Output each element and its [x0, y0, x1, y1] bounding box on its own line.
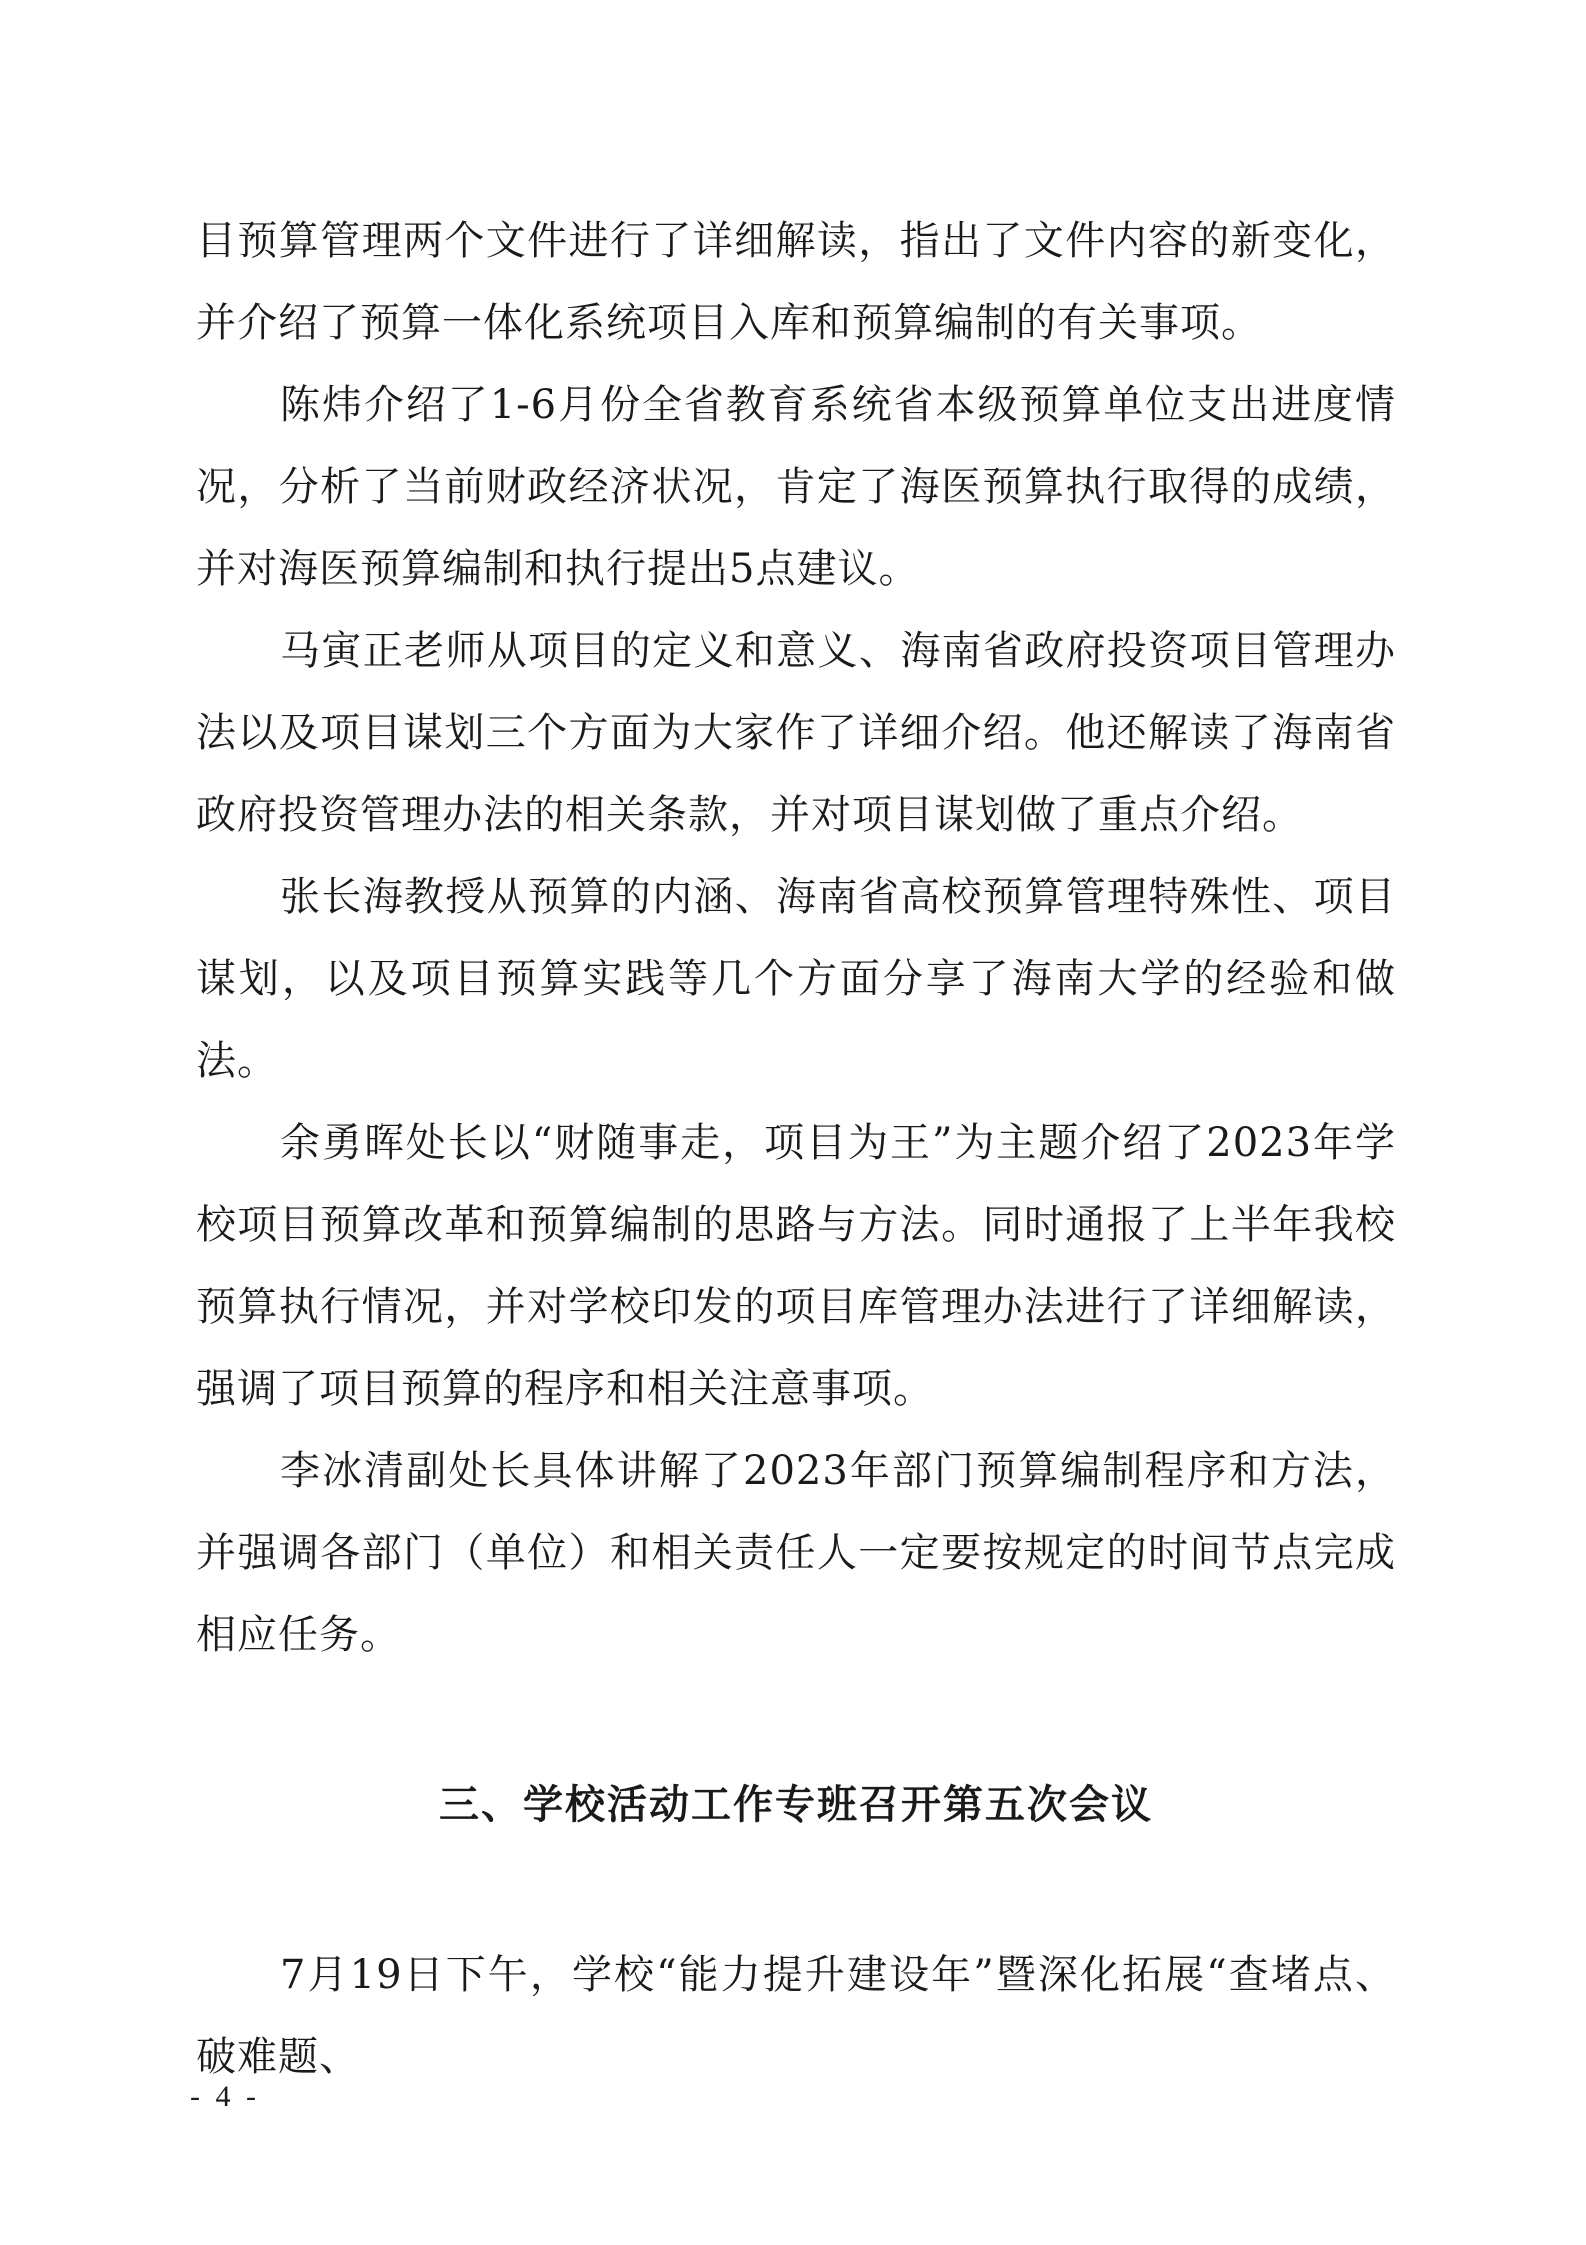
section-heading: 三、学校活动工作专班召开第五次会议	[439, 1781, 1153, 1828]
document-body	[196, 200, 1396, 2098]
paragraph-meeting-intro: 7月19日下午，学校“能力提升建设年”暨深化拓展“查堵点、破难题、	[196, 1952, 1396, 2080]
paragraph-continuation: 目预算管理两个文件进行了详细解读，指出了文件内容的新变化，并介绍了预算一体化系统项目入库和预算编制的有关事项。	[196, 218, 1396, 346]
paragraph-yu-yonghui: 余勇晖处长以“财随事走，项目为王”为主题介绍了2023年学校项目预算改革和预算编制的思路与方法。同时通报了上半年我校预算执行情况，并对学校印发的项目库管理办法进行了详细解读，强调了项目预算的程序和相关注意事项。	[196, 1120, 1396, 1412]
paragraph-li-bingqing: 李冰清副处长具体讲解了2023年部门预算编制程序和方法，并强调各部门（单位）和相关责任人一定要按规定的时间节点完成相应任务。	[196, 1448, 1396, 1658]
paragraph-chen-wei: 陈炜介绍了1-6月份全省教育系统省本级预算单位支出进度情况，分析了当前财政经济状况，肯定了海医预算执行取得的成绩，并对海医预算编制和执行提出5点建议。	[196, 382, 1396, 592]
page-number: - 4 -	[190, 2080, 260, 2113]
paragraph-zhang-changhai: 张长海教授从预算的内涵、海南省高校预算管理特殊性、项目谋划，以及项目预算实践等几个方面分享了海南大学的经验和做法。	[196, 874, 1396, 1084]
paragraph-ma-yinzheng: 马寅正老师从项目的定义和意义、海南省政府投资项目管理办法以及项目谋划三个方面为大家作了详细介绍。他还解读了海南省政府投资管理办法的相关条款，并对项目谋划做了重点介绍。	[196, 628, 1396, 838]
